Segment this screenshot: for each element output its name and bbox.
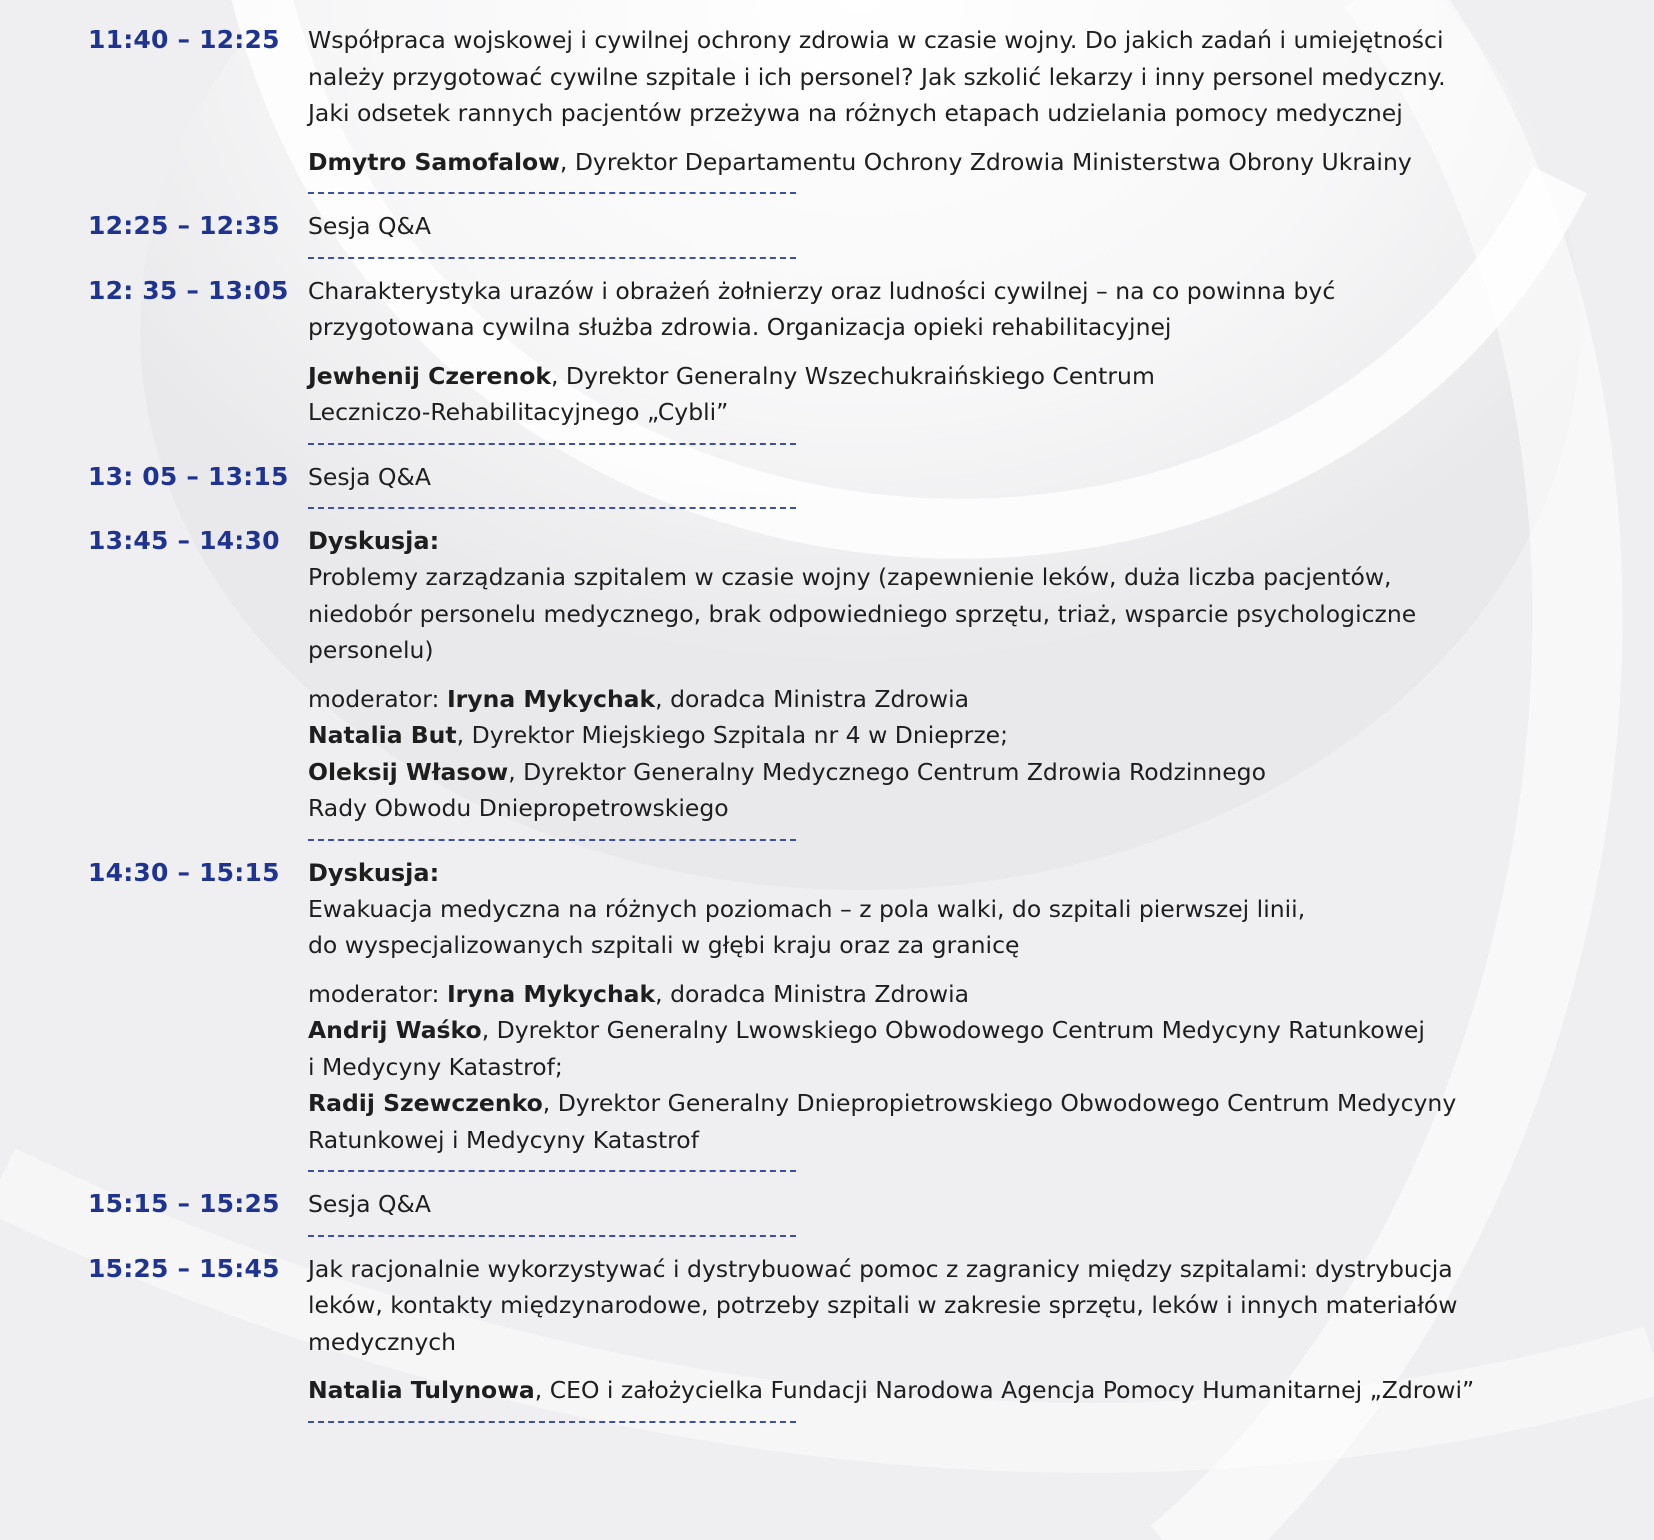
section-divider <box>308 443 796 445</box>
session-time: 13: 05 – 13:15 <box>88 461 289 491</box>
session-content <box>308 273 1568 431</box>
session-topic-line: Sesja Q&A <box>308 212 431 240</box>
session-topic-line: Jaki odsetek rannych pacjentów przeżywa na różnych etapach udzielania pomocy medycznej <box>308 99 1403 127</box>
speaker-role: , Dyrektor Departamentu Ochrony Zdrowia Ministerstwa Obrony Ukrainy <box>559 147 1412 176</box>
speaker-name: Iryna Mykychak <box>446 979 656 1008</box>
speaker-role: , doradca Ministra Zdrowia <box>655 979 970 1008</box>
session-topic-line: Jak racjonalnie wykorzystywać i dystrybuować pomoc z zagranicy między szpitalami: dystrybucja <box>308 1254 1453 1283</box>
speaker-name: Andrij Waśko <box>308 1016 482 1044</box>
speaker-role: i Medycyny Katastrof; <box>308 1052 563 1081</box>
session-topic-line: do wyspecjalizowanych szpitali w głębi kraju oraz za granicę <box>308 931 1020 959</box>
session-topic-line: Sesja Q&A <box>308 462 431 491</box>
speaker-name: Oleksij Własow <box>308 757 509 786</box>
speaker-role: Rady Obwodu Dniepropetrowskiego <box>308 794 729 822</box>
session-topic-line: Sesja Q&A <box>308 1190 431 1218</box>
agenda-session <box>88 855 1568 1159</box>
speaker-list <box>308 1372 1568 1409</box>
speaker-role: , CEO i założycielka Fundacji Narodowa Agencja Pomocy Humanitarnej „Zdrowi” <box>534 1376 1475 1404</box>
speaker-name: Iryna Mykychak <box>446 684 656 713</box>
session-topic-line: niedobór personelu medycznego, brak odpowiedniego sprzętu, triaż, wsparcie psychologiczne <box>308 599 1417 628</box>
session-time: 15:15 – 15:25 <box>88 1189 280 1218</box>
speaker-name: Natalia Tulynowa <box>308 1376 535 1404</box>
speaker-line <box>308 976 1568 1013</box>
section-divider <box>308 1170 796 1172</box>
speaker-name: Jewhenij Czerenok <box>308 361 551 390</box>
agenda-session <box>88 1251 1568 1409</box>
speaker-line <box>308 358 1568 395</box>
session-topic-line: przygotowana cywilna służba zdrowia. Organizacja opieki rehabilitacyjnej <box>308 313 1172 341</box>
speaker-list <box>308 358 1568 431</box>
session-time: 13:45 – 14:30 <box>88 526 280 555</box>
agenda-session <box>88 459 1568 496</box>
speaker-line <box>308 144 1568 181</box>
speaker-role: , Dyrektor Generalny Medycznego Centrum Zdrowia Rodzinnego <box>508 757 1266 786</box>
session-topic-line: Współpraca wojskowej i cywilnej ochrony zdrowia w czasie wojny. Do jakich zadań i umiejętności <box>308 26 1444 54</box>
session-time: 11:40 – 12:25 <box>88 25 280 54</box>
agenda-session <box>88 22 1568 180</box>
session-time: 12: 35 – 13:05 <box>88 275 289 305</box>
section-divider <box>308 1421 796 1423</box>
agenda-session <box>88 523 1568 827</box>
speaker-role: , Dyrektor Generalny Dniepropietrowskiego Obwodowego Centrum Medycyny <box>542 1089 1457 1117</box>
session-content <box>308 523 1568 827</box>
speaker-line <box>308 1122 1568 1159</box>
session-heading: Dyskusja: <box>308 858 440 887</box>
speaker-line <box>308 1049 1568 1086</box>
speaker-prefix: moderator: <box>308 684 447 713</box>
speaker-line <box>308 790 1568 827</box>
session-heading: Dyskusja: <box>308 527 440 555</box>
speaker-role: , Dyrektor Generalny Wszechukraińskiego Centrum <box>550 361 1155 390</box>
speaker-line <box>308 717 1568 754</box>
speaker-role: , doradca Ministra Zdrowia <box>655 684 970 713</box>
session-topic-line: medycznych <box>308 1327 457 1356</box>
speaker-name: Natalia But <box>308 721 457 749</box>
session-content <box>308 1251 1568 1409</box>
session-content <box>308 1186 1568 1223</box>
session-time: 15:25 – 15:45 <box>88 1253 280 1283</box>
session-content <box>308 855 1568 1159</box>
speaker-line <box>308 681 1568 718</box>
session-topic-line: Charakterystyka urazów i obrażeń żołnierzy oraz ludności cywilnej – na co powinna być <box>308 276 1336 305</box>
session-content <box>308 22 1568 180</box>
speaker-role: , Dyrektor Miejskiego Szpitala nr 4 w Dnieprze; <box>456 721 1009 749</box>
speaker-line <box>308 1372 1568 1409</box>
session-topic-line: Ewakuacja medyczna na różnych poziomach – z pola walki, do szpitali pierwszej linii, <box>308 894 1306 923</box>
section-divider <box>308 1235 796 1237</box>
agenda-session <box>88 273 1568 431</box>
speaker-list <box>308 681 1568 827</box>
speaker-line <box>308 754 1568 791</box>
speaker-list <box>308 144 1568 181</box>
speaker-role: Leczniczo-Rehabilitacyjnego „Cybli” <box>308 398 729 426</box>
section-divider <box>308 257 796 259</box>
speaker-role: , Dyrektor Generalny Lwowskiego Obwodowego Centrum Medycyny Ratunkowej <box>481 1016 1425 1044</box>
session-topic-line: leków, kontakty międzynarodowe, potrzeby szpitali w zakresie sprzętu, leków i innych materiałów <box>308 1291 1458 1319</box>
speaker-line <box>308 1085 1568 1122</box>
speaker-prefix: moderator: <box>308 979 447 1008</box>
speaker-list <box>308 976 1568 1159</box>
section-divider <box>308 192 796 194</box>
agenda-session <box>88 1186 1568 1223</box>
agenda-session <box>88 208 1568 245</box>
section-divider <box>308 507 796 509</box>
speaker-line <box>308 1012 1568 1049</box>
speaker-role: Ratunkowej i Medycyny Katastrof <box>308 1125 699 1154</box>
session-topic-line: personelu) <box>308 636 434 664</box>
session-topic-line: Problemy zarządzania szpitalem w czasie wojny (zapewnienie leków, duża liczba pacjentów, <box>308 563 1392 591</box>
session-content <box>308 208 1568 245</box>
speaker-name: Radij Szewczenko <box>308 1089 543 1117</box>
speaker-line <box>308 394 1568 431</box>
agenda <box>88 22 1568 1437</box>
session-time: 14:30 – 15:15 <box>88 857 280 887</box>
section-divider <box>308 839 796 841</box>
session-content <box>308 459 1568 496</box>
session-time: 12:25 – 12:35 <box>88 211 280 240</box>
session-topic-line: należy przygotować cywilne szpitale i ich personel? Jak szkolić lekarzy i inny personel medyczny. <box>308 62 1446 91</box>
speaker-name: Dmytro Samofalow <box>308 147 560 176</box>
